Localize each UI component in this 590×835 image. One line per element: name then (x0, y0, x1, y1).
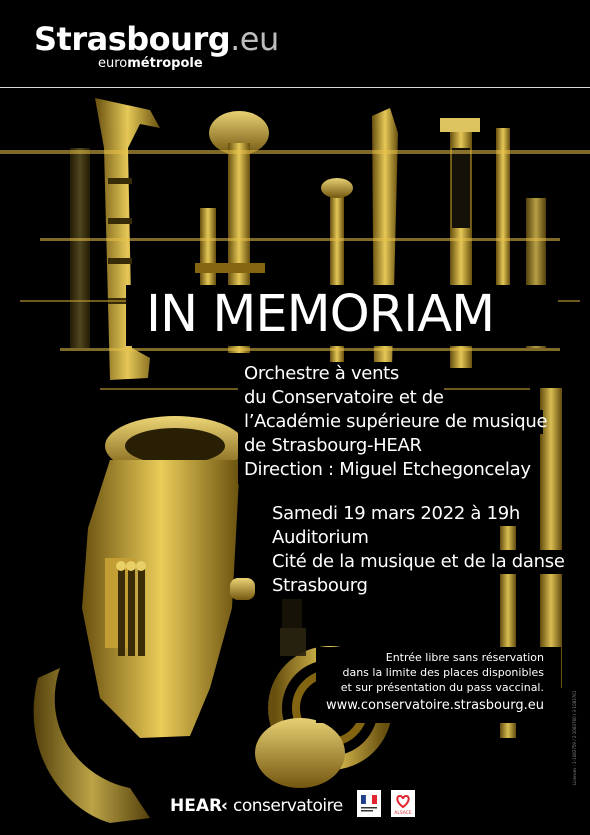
event-line: Samedi 19 mars 2022 à 19h (272, 503, 520, 524)
chevron-left-icon: ‹ (221, 796, 228, 816)
info-line: et sur présentation du pass vaccinal. (340, 681, 544, 694)
logo-main-text: Strasbourg.eu (34, 20, 279, 58)
event-line: Strasbourg (272, 575, 368, 596)
orchestra-line: Direction : Miguel Etchegoncelay (244, 459, 531, 480)
hear-logo[interactable]: HEAR (170, 796, 223, 816)
event-line: Cité de la musique et de la danse (272, 551, 565, 572)
french-republic-logo[interactable] (357, 790, 381, 817)
orchestra-line: du Conservatoire et de (244, 387, 444, 408)
event-line: Auditorium (272, 527, 369, 548)
conservatoire-logo[interactable]: ‹ conservatoire (221, 796, 343, 816)
practical-info (326, 650, 544, 715)
french-flag-icon (357, 790, 381, 817)
info-line: dans la limite des places disponibles (342, 666, 544, 679)
tuba-shape (34, 416, 255, 823)
orchestra-line: Orchestre à vents (244, 363, 400, 384)
strasbourg-eurometropole-logo[interactable] (34, 20, 279, 71)
orchestra-line: l’Académie supérieure de musique (244, 411, 548, 432)
license-credits: Licences : 1-1083759 / 2-1083760 / 3-1083761 (572, 690, 577, 785)
alsace-region-logo[interactable] (391, 790, 415, 817)
alsace-heart-icon (391, 790, 415, 817)
conservatoire-website-link[interactable]: www.conservatoire.strasbourg.eu (326, 698, 544, 713)
concert-title: IN MEMORIAM (146, 285, 495, 344)
orchestra-line: de Strasbourg-HEAR (244, 435, 422, 456)
info-line: Entrée libre sans réservation (385, 651, 544, 664)
logo-subtitle: eurométropole (98, 56, 203, 71)
svg-text:ALSACE: ALSACE (394, 811, 412, 816)
